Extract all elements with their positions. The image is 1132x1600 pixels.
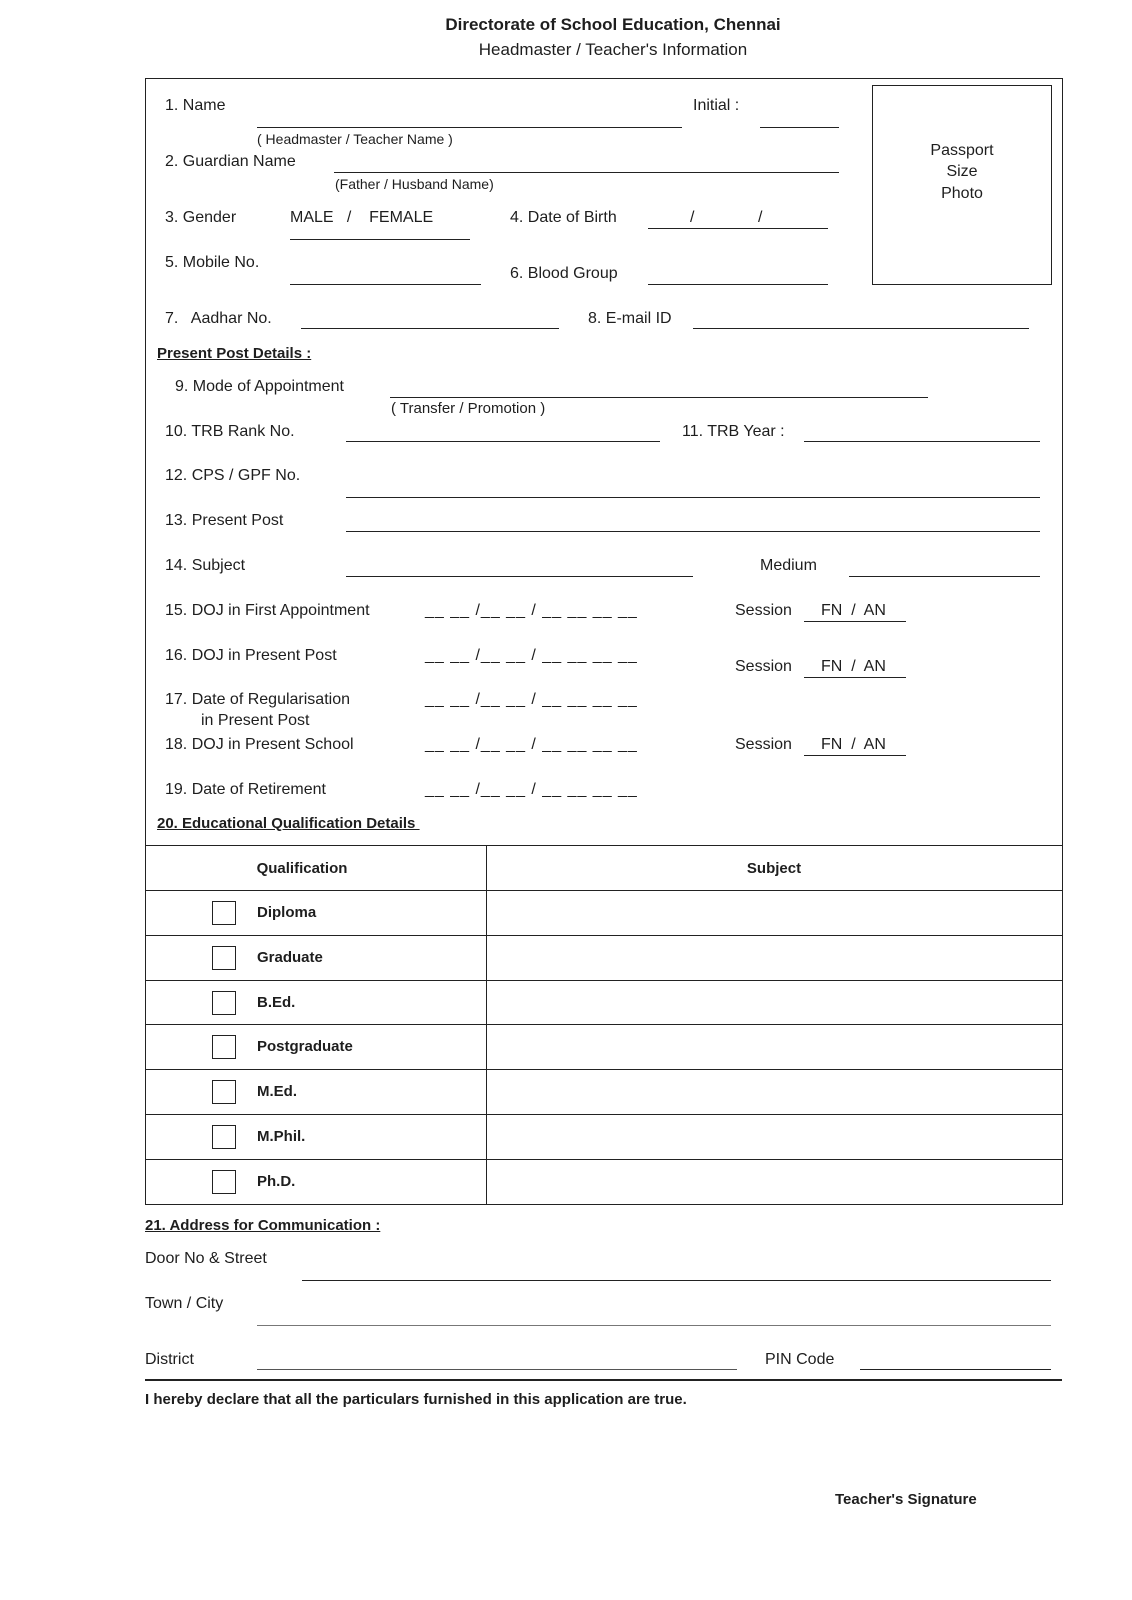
divider [145,1379,1062,1381]
mobile-field[interactable] [290,284,481,285]
table-row-divider [145,1069,1062,1070]
aadhar-field[interactable] [301,328,559,329]
mode-field[interactable] [390,397,928,398]
dob-label: 4. Date of Birth [510,209,617,226]
dob-separator: / [758,209,763,226]
session-underline [804,621,906,622]
photo-label: Size [946,163,978,180]
session-field[interactable]: FN / AN [821,736,886,753]
mode-hint: ( Transfer / Promotion ) [391,400,546,417]
name-label: 1. Name [165,97,226,114]
declaration: I hereby declare that all the particulars furnished in this application are true. [145,1391,687,1408]
guardian-label: 2. Guardian Name [165,153,296,170]
qualification-label: Postgraduate [257,1038,353,1056]
qualification-checkbox[interactable] [212,946,236,970]
table-row-divider [145,1114,1062,1115]
retirement-label: 19. Date of Retirement [165,781,326,798]
name-field[interactable] [257,127,682,128]
trb-year-field[interactable] [804,441,1040,442]
email-field[interactable] [693,328,1029,329]
trb-rank-field[interactable] [346,441,660,442]
town-label: Town / City [145,1295,224,1312]
pin-field[interactable] [860,1369,1051,1370]
doj-present-post-field[interactable]: __ __ /__ __ / __ __ __ __ [425,647,638,664]
form-subtitle: Headmaster / Teacher's Information [478,40,748,59]
qualification-checkbox[interactable] [212,1080,236,1104]
qualification-label: M.Ed. [257,1083,297,1101]
regularisation-label: 17. Date of Regularisation [165,691,350,708]
session-underline [804,677,906,678]
medium-field[interactable] [849,576,1040,577]
address-heading: 21. Address for Communication : [145,1217,381,1234]
session-field[interactable]: FN / AN [821,658,886,675]
session-field[interactable]: FN / AN [821,602,886,619]
session-label: Session [735,602,792,619]
guardian-hint: (Father / Husband Name) [335,176,494,192]
present-post-heading: Present Post Details : [157,345,312,362]
medium-label: Medium [760,557,817,574]
subject-cell[interactable] [488,1116,1060,1158]
present-post-label: 13. Present Post [165,512,284,529]
dob-separator: / [690,209,695,226]
email-label: 8. E-mail ID [588,310,672,327]
district-field[interactable] [257,1369,737,1370]
table-row-divider [145,1024,1062,1025]
qualification-label: B.Ed. [257,993,296,1011]
regularisation-field[interactable]: __ __ /__ __ / __ __ __ __ [425,691,638,708]
subject-label: 14. Subject [165,557,246,574]
session-label: Session [735,658,792,675]
photo-label: Photo [941,185,983,202]
subject-field[interactable] [346,576,693,577]
table-row-divider [145,1159,1062,1160]
gender-options[interactable]: MALE / FEMALE [290,209,434,226]
form-title: Directorate of School Education, Chennai [445,15,781,34]
doj-first-field[interactable]: __ __ /__ __ / __ __ __ __ [425,602,638,619]
subject-cell[interactable] [488,937,1060,979]
table-row-divider [145,980,1062,981]
table-row-divider [145,890,1062,891]
district-label: District [145,1351,194,1368]
qualification-label: Graduate [257,948,323,966]
subject-cell[interactable] [488,892,1060,934]
subject-cell[interactable] [488,1071,1060,1113]
dob-field[interactable] [648,228,828,229]
trb-year-label: 11. TRB Year : [682,423,785,440]
subject-cell[interactable] [488,982,1060,1024]
column-header-subject: Subject [746,860,802,877]
doj-present-post-label: 16. DOJ in Present Post [165,647,337,664]
qualification-checkbox[interactable] [212,901,236,925]
subject-cell[interactable] [488,1161,1060,1203]
session-label: Session [735,736,792,753]
pin-label: PIN Code [765,1351,835,1368]
town-field[interactable] [257,1325,1051,1326]
gender-field[interactable] [290,239,470,240]
regularisation-label-2: in Present Post [201,712,310,729]
session-underline [804,755,906,756]
subject-cell[interactable] [488,1026,1060,1068]
mode-label: 9. Mode of Appointment [175,378,344,395]
qualification-label: Ph.D. [257,1172,296,1190]
table-row-divider [145,935,1062,936]
guardian-field[interactable] [334,172,839,173]
blood-group-field[interactable] [648,284,828,285]
column-header-qualification: Qualification [256,860,348,877]
initial-field[interactable] [760,127,839,128]
qualification-checkbox[interactable] [212,1170,236,1194]
qualification-checkbox[interactable] [212,1035,236,1059]
aadhar-label: 7. Aadhar No. [165,310,272,327]
doj-first-label: 15. DOJ in First Appointment [165,602,370,619]
cps-field[interactable] [346,497,1040,498]
trb-rank-label: 10. TRB Rank No. [165,423,295,440]
gender-label: 3. Gender [165,209,237,226]
door-label: Door No & Street [145,1250,267,1267]
photo-label: Passport [930,142,994,159]
initial-label: Initial : [693,97,740,114]
doj-present-school-field[interactable]: __ __ /__ __ / __ __ __ __ [425,736,638,753]
qualification-checkbox[interactable] [212,1125,236,1149]
present-post-field[interactable] [346,531,1040,532]
door-field[interactable] [302,1280,1051,1281]
qualification-checkbox[interactable] [212,991,236,1015]
doj-present-school-label: 18. DOJ in Present School [165,736,354,753]
blood-group-label: 6. Blood Group [510,265,618,282]
mobile-label: 5. Mobile No. [165,254,260,271]
name-hint: ( Headmaster / Teacher Name ) [257,131,453,147]
retirement-field[interactable]: __ __ /__ __ / __ __ __ __ [425,781,638,798]
education-heading: 20. Educational Qualification Details [157,815,420,832]
qualification-label: M.Phil. [257,1128,306,1145]
cps-label: 12. CPS / GPF No. [165,467,301,484]
signature-label: Teacher's Signature [835,1491,977,1508]
qualification-label: Diploma [257,904,317,921]
